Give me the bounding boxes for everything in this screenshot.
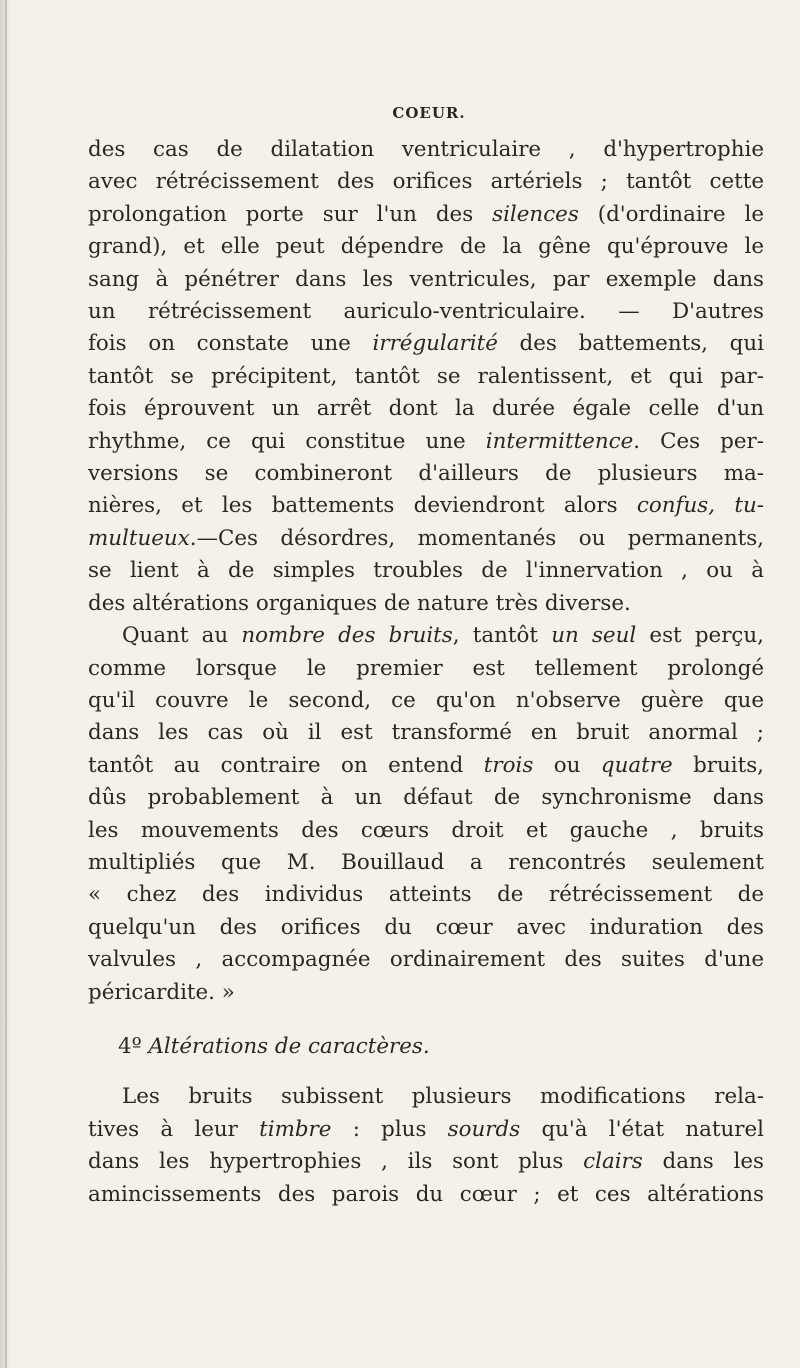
paragraph-nombre-des-bruits: [88, 620, 764, 1009]
italic-segment: multueux: [88, 525, 190, 551]
text-line: [88, 912, 764, 944]
italic-segment: confus, tu-: [636, 493, 764, 519]
text-segment: versions se combineront d'ailleurs de plusieurs ma-: [88, 461, 764, 487]
text-line: [88, 555, 764, 587]
text-line: [88, 782, 764, 814]
text-segment: se lient à de simples troubles de l'innervation , ou à: [88, 558, 764, 584]
italic-segment: nombre des bruits: [241, 623, 453, 649]
text-line: [88, 264, 764, 296]
text-line: [88, 815, 764, 847]
text-line: [88, 847, 764, 879]
text-line: [88, 199, 764, 231]
text-segment: grand), et elle peut dépendre de la gêne qu'éprouve le: [88, 234, 764, 260]
text-line: [88, 166, 764, 198]
italic-segment: clairs: [583, 1149, 643, 1175]
text-line: [88, 1146, 764, 1178]
text-segment: rhythme, ce qui constitue une: [88, 428, 486, 454]
text-segment: dans les: [642, 1149, 764, 1175]
text-segment: un rétrécissement auriculo-ventriculaire. — D'autres: [88, 299, 764, 325]
text-line: [88, 750, 764, 782]
text-segment: quelqu'un des orifices du cœur avec induration des: [88, 914, 764, 940]
text-segment: est perçu,: [636, 623, 764, 649]
text-segment: , tantôt: [452, 623, 552, 649]
text-segment: dans les hypertrophies , ils sont plus: [88, 1149, 584, 1175]
text-line: [88, 977, 764, 1009]
italic-segment: trois: [483, 752, 534, 778]
page-spine-line: [5, 0, 7, 1368]
text-segment: amincissements des parois du cœur ; et ces altérations: [88, 1181, 764, 1207]
section-heading: [118, 1031, 764, 1063]
section-title: Altérations de caractères.: [148, 1033, 430, 1059]
text-segment: (d'ordinaire le: [578, 201, 764, 227]
italic-segment: sourds: [447, 1116, 521, 1142]
text-line: [88, 490, 764, 522]
text-segment: Quant au: [122, 623, 242, 649]
text-segment: des cas de dilatation ventriculaire , d'hypertrophie: [88, 137, 764, 162]
text-segment: prolongation porte sur l'un des: [88, 201, 493, 227]
text-line: [88, 393, 764, 425]
italic-segment: irrégularité: [372, 331, 498, 357]
text-segment: valvules , accompagnée ordinairement des suites d'une: [88, 947, 764, 973]
text-segment: fois éprouvent un arrêt dont la durée égale celle d'un: [88, 396, 764, 422]
text-segment: : plus: [331, 1116, 448, 1142]
text-segment: tives à leur: [88, 1116, 260, 1142]
section-number: 4º: [118, 1033, 142, 1059]
text-line: [88, 588, 764, 620]
text-segment: dans les cas où il est transformé en bruit anormal ;: [88, 720, 764, 746]
running-head: COEUR.: [392, 104, 466, 122]
text-segment: tantôt se précipitent, tantôt se ralentissent, et qui par-: [88, 363, 764, 389]
text-segment: les mouvements des cœurs droit et gauche , bruits: [88, 817, 764, 843]
text-line: [88, 653, 764, 685]
text-segment: « chez des individus atteints de rétrécissement de: [88, 882, 764, 908]
text-segment: des altérations organiques de nature très diverse.: [88, 590, 631, 616]
text-segment: fois on constate une: [88, 331, 373, 357]
text-line: [88, 879, 764, 911]
text-line: [88, 296, 764, 328]
text-segment: bruits,: [672, 752, 764, 778]
text-segment: des battements, qui: [497, 331, 764, 357]
text-line: [88, 361, 764, 393]
text-segment: Les bruits subissent plusieurs modifications rela-: [122, 1084, 764, 1110]
text-line: [88, 1114, 764, 1146]
text-line: [88, 1081, 764, 1113]
text-line: [88, 458, 764, 490]
italic-segment: timbre: [259, 1116, 332, 1142]
text-segment: qu'il couvre le second, ce qu'on n'observe guère que: [88, 687, 764, 713]
text-line: [88, 685, 764, 717]
text-line: [88, 620, 764, 652]
text-line: [88, 944, 764, 976]
text-segment: .—Ces désordres, momentanés ou permanents,: [189, 525, 764, 551]
paragraph-dilatation: [88, 134, 764, 620]
text-line: [88, 134, 764, 166]
text-segment: tantôt au contraire on entend: [88, 752, 484, 778]
text-segment: comme lorsque le premier est tellement prolongé: [88, 655, 764, 681]
text-segment: nières, et les battements deviendront alors: [88, 493, 637, 519]
italic-segment: quatre: [600, 752, 673, 778]
text-line: [88, 426, 764, 458]
book-page: [88, 104, 764, 1211]
text-line: [88, 717, 764, 749]
paragraph-timbre: [88, 1081, 764, 1211]
text-segment: multipliés que M. Bouillaud a rencontrés seulement: [88, 849, 764, 875]
text-line: [88, 1179, 764, 1211]
text-segment: ou: [533, 752, 601, 778]
italic-segment: intermittence: [485, 428, 634, 454]
text-segment: . Ces per-: [633, 428, 764, 454]
text-segment: péricardite. »: [88, 979, 235, 1005]
text-line: [88, 523, 764, 555]
text-line: [88, 231, 764, 263]
text-segment: qu'à l'état naturel: [520, 1116, 764, 1142]
text-segment: sang à pénétrer dans les ventricules, par exemple dans: [88, 266, 764, 292]
text-segment: avec rétrécissement des orifices artériels ; tantôt cette: [88, 169, 764, 195]
text-line: [88, 328, 764, 360]
italic-segment: un seul: [551, 623, 637, 649]
italic-segment: silences: [492, 201, 579, 227]
text-segment: dûs probablement à un défaut de synchronisme dans: [88, 785, 764, 811]
